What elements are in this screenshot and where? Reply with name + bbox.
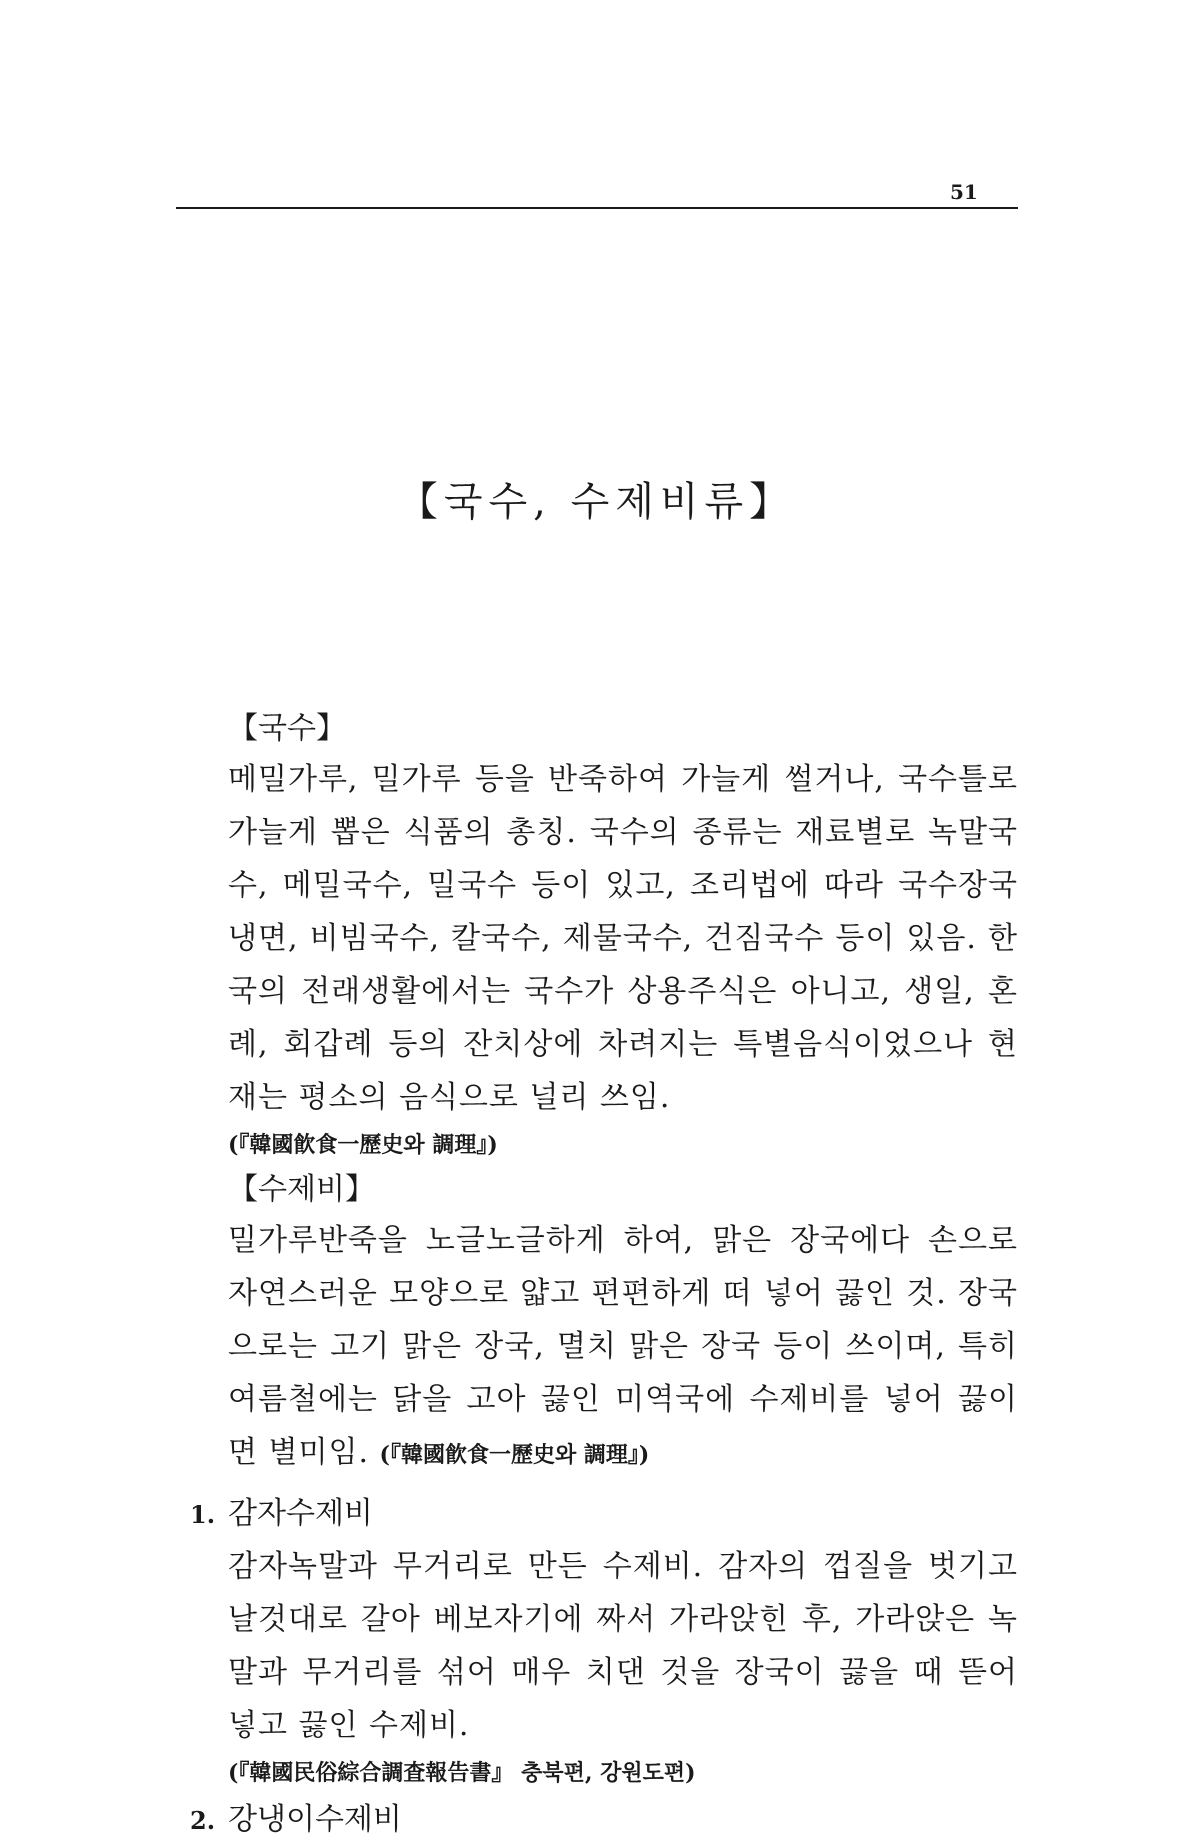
list-item-name: 강냉이수제비 (228, 1802, 402, 1837)
list-item-heading (190, 1794, 1193, 1846)
section-body-guksu (228, 753, 1018, 1124)
list-item-name: 감자수제비 (228, 1496, 373, 1531)
section-heading-guksu: 【국수】 (228, 711, 346, 746)
section-text-sujebi: 밀가루반죽을 노글노글하게 하여, 맑은 장국에다 손으로 자연스러운 모양으로 얇고 편편하게 떠 넣어 끓인 것. 장국으로는 고기 맑은 장국, 멸치 맑은 장국 등이 쓰이며, 특히 여름철에는 닭을 고아 끓인 미역국에 수제비를 넣어 끓이면 별미임. (228, 1223, 1018, 1470)
page-content (0, 705, 1193, 1846)
section-heading-sujebi: 【수제비】 (228, 1172, 375, 1207)
list-item-number: 2. (190, 1806, 216, 1835)
header-rule (176, 207, 1018, 209)
page-number: 51 (950, 180, 978, 204)
section-body-sujebi (228, 1214, 1018, 1482)
section-text-guksu: 메밀가루, 밀가루 등을 반죽하여 가늘게 썰거나, 국수틀로 가늘게 뽑은 식품의 총칭. 국수의 종류는 재료별로 녹말국수, 메밀국수, 밀국수 등이 있고, 조리법에 따라 국수장국냉면, 비빔국수, 칼국수, 제물국수, 건짐국수 등이 있음. 한국의 전래생활에서는 국수가 상용주식은 아니고, 생일, 혼례, 회갑례 등의 잔치상에 차려지는 특별음식이었으나 현재는 평소의 음식으로 널리 쓰임. (228, 762, 1018, 1115)
section-source-sujebi: (『韓國飮食一歷史와 調理』) (379, 1442, 650, 1468)
list-item-heading (190, 1488, 1193, 1540)
page-title: 【국수, 수제비류】 (397, 479, 796, 525)
section-source-guksu: (『韓國飮食一歷史와 調理』) (228, 1132, 498, 1158)
list-item-text: 감자녹말과 무거리로 만든 수제비. 감자의 껍질을 벗기고 날것대로 갈아 베보자기에 짜서 가라앉힌 후, 가라앉은 녹말과 무거리를 섞어 매우 치댄 것을 장국이 끓을 때 뜯어 넣고 끓인 수제비. (228, 1549, 1018, 1743)
list-item-source: (『韓國民俗綜合調査報告書』 충북편, 강원도편) (228, 1760, 696, 1786)
list-item-body (228, 1540, 1018, 1752)
list-item-number: 1. (190, 1500, 216, 1529)
